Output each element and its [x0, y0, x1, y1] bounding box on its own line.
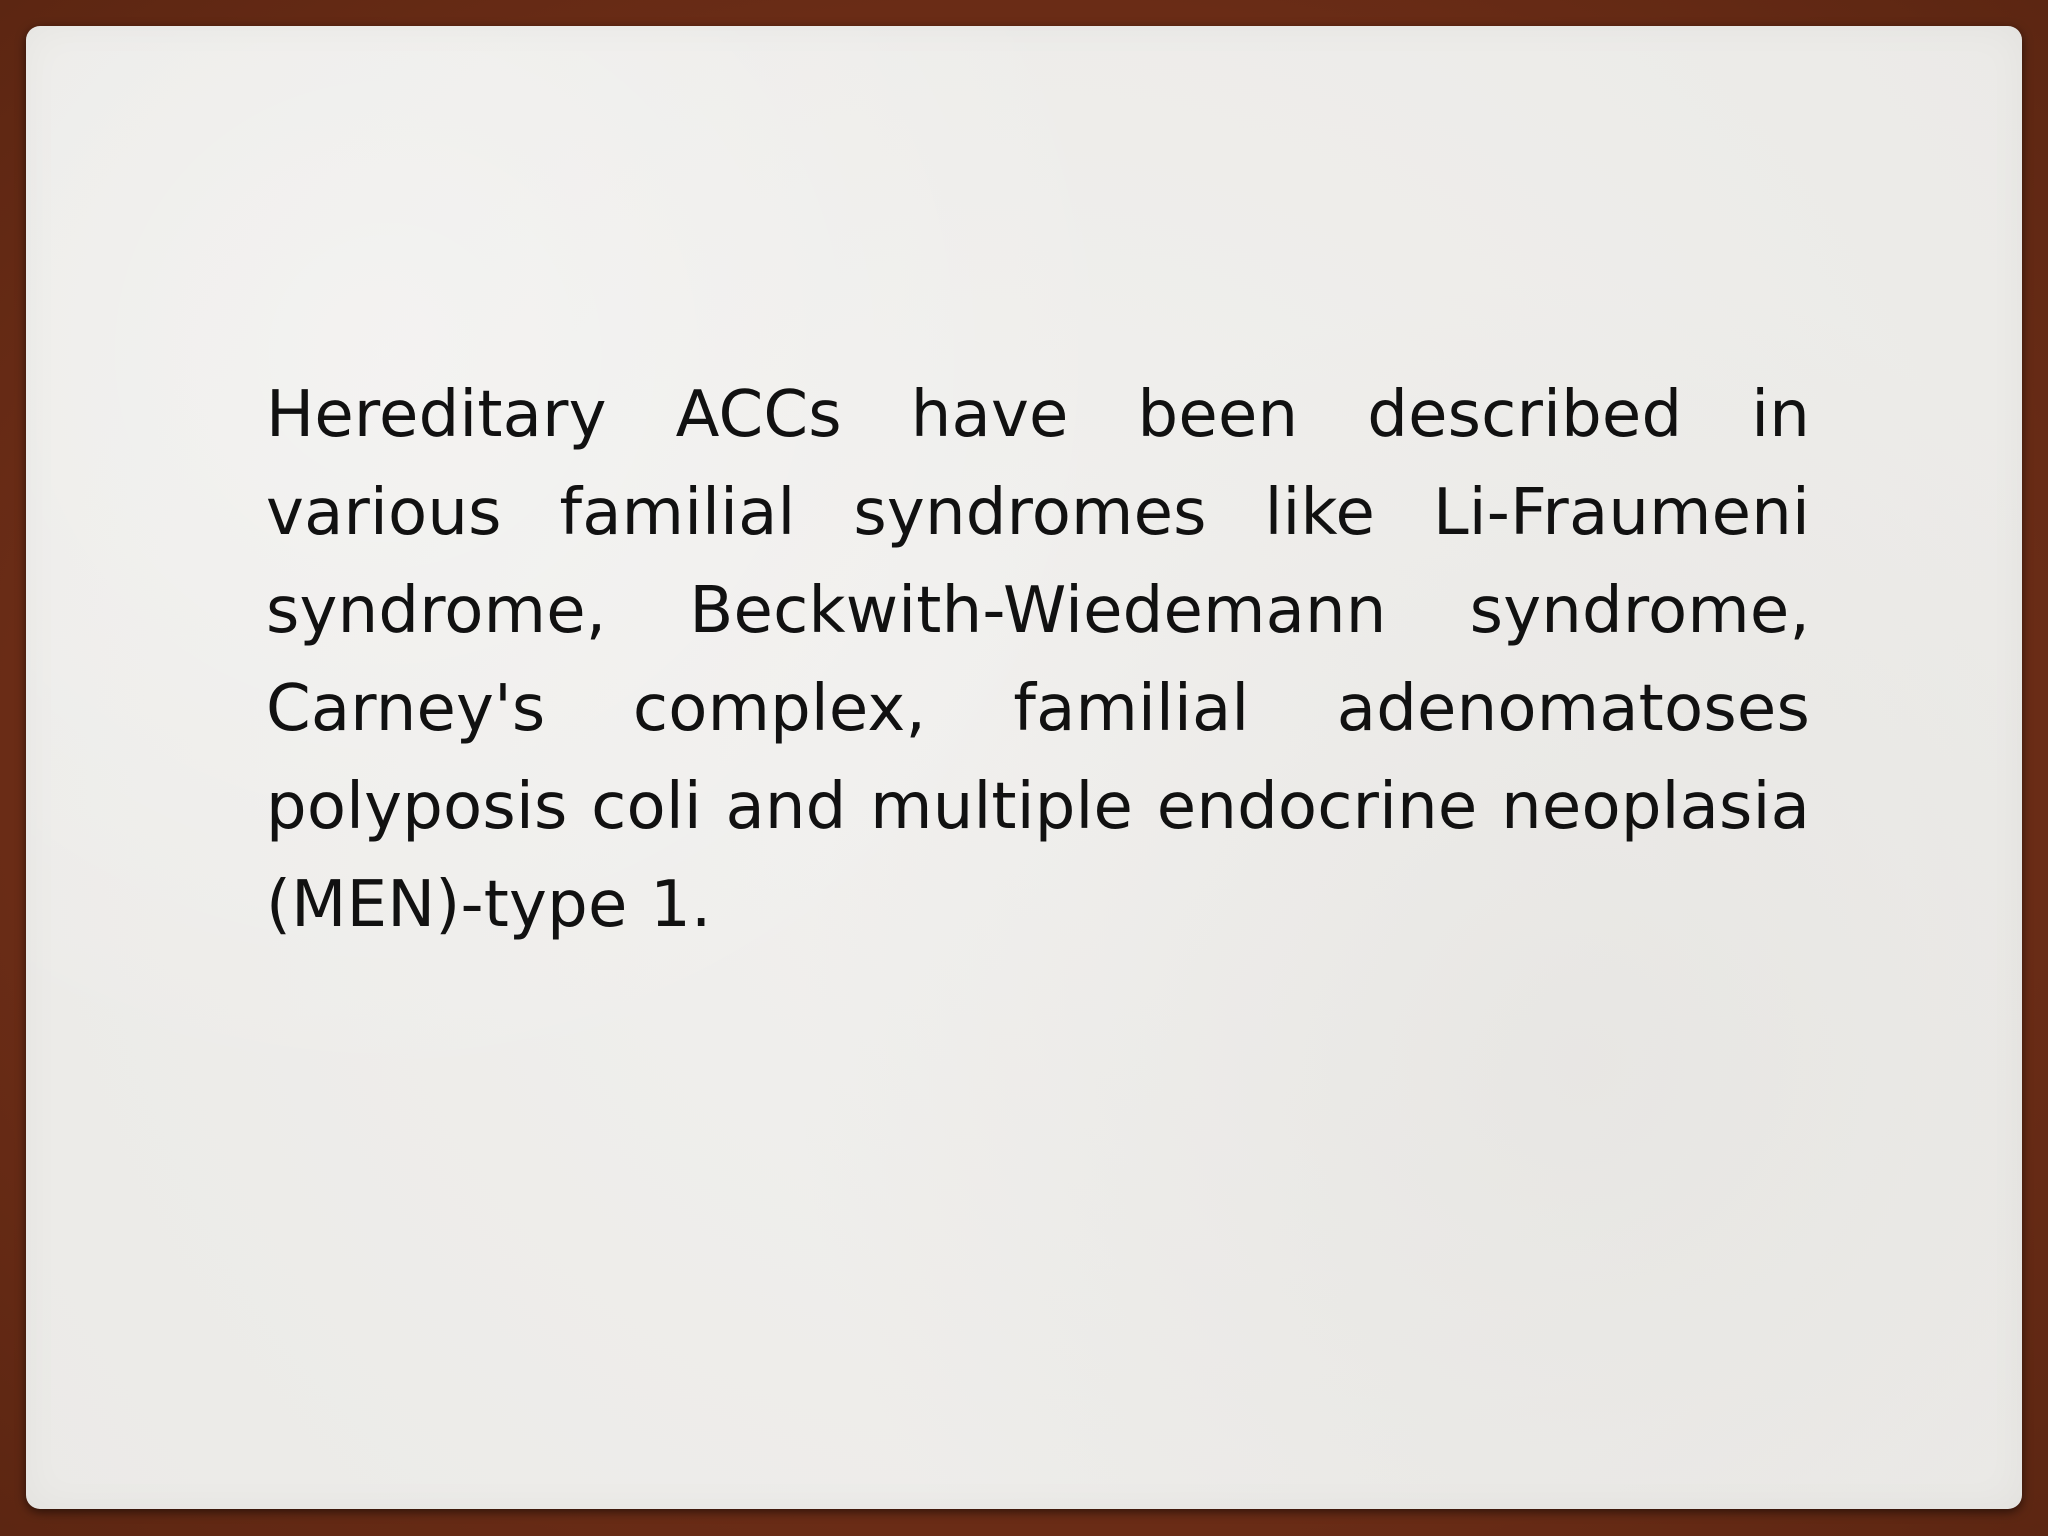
slide-card — [26, 26, 2022, 1509]
slide-body-text: Hereditary ACCs have been described in various familial syndromes like Li-Fraumeni syndrome, Beckwith-Wiedemann syndrome, Carney's complex, familial adenomatoses polyposis coli and multiple endocrine neoplasia (MEN)-type 1. — [266, 378, 1810, 942]
